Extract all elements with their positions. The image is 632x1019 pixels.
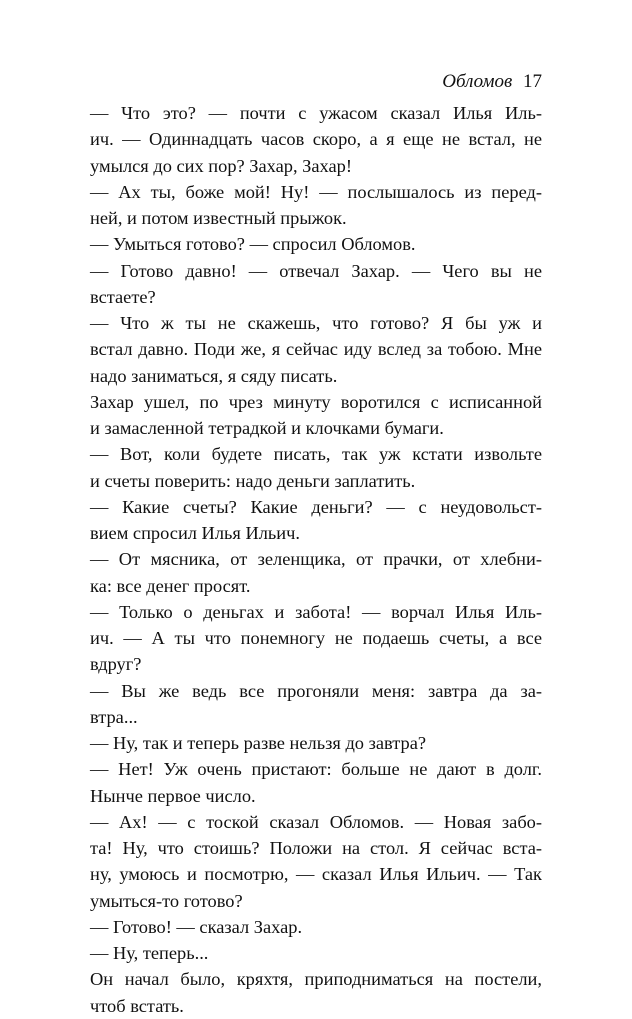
text-line: надо заниматься, я сяду писать. xyxy=(90,365,338,386)
text-line: — Ну, теперь... xyxy=(90,943,209,963)
page-number: 17 xyxy=(523,71,542,92)
text-line: — Нет! Уж очень пристают: больше не дают в долг. xyxy=(90,759,542,780)
text-line: встал давно. Поди же, я сейчас иду вслед за тобою. Мне xyxy=(90,339,542,360)
text-line: Он начал было, кряхтя, приподниматься на постели, xyxy=(90,969,542,990)
text-line: чтоб встать. xyxy=(90,995,184,1016)
text-line: вдруг? xyxy=(90,654,142,675)
text-line: и замасленной тетрадкой и клочками бумаги. xyxy=(90,418,444,438)
text-line: и счеты поверить: надо деньги заплатить. xyxy=(90,470,416,491)
text-line: — Умыться готово? — спросил Обломов. xyxy=(90,234,416,255)
text-line: — Готово давно! — отвечал Захар. — Чего вы не xyxy=(90,260,542,281)
running-head xyxy=(442,70,542,94)
text-line: — Только о деньгах и забота! — ворчал Илья Иль- xyxy=(90,601,542,622)
text-line: ней, и потом известный прыжок. xyxy=(90,208,347,228)
body-text xyxy=(90,100,542,1019)
text-line: — Ну, так и теперь разве нельзя до завтра? xyxy=(90,733,427,753)
text-line: Захар ушел, по чрез минуту воротился с исписанной xyxy=(90,391,542,412)
text-line: Нынче первое число. xyxy=(90,785,256,806)
text-line: встаете? xyxy=(90,286,156,307)
text-line: — Ах ты, боже мой! Ну! — послышалось из перед- xyxy=(90,181,542,202)
text-line: ка: все денег просят. xyxy=(90,575,251,596)
text-line: — Готово! — сказал Захар. xyxy=(90,916,303,937)
text-line: та! Ну, что стоишь? Положи на стол. Я сейчас вста- xyxy=(90,838,542,858)
text-line: — Ах! — с тоской сказал Обломов. — Новая забо- xyxy=(90,811,542,832)
text-line: умылся до сих пор? Захар, Захар! xyxy=(90,155,352,176)
text-line: ну, умоюсь и посмотрю, — сказал Илья Ильич. — Так xyxy=(90,864,542,885)
book-title: Обломов xyxy=(442,71,513,92)
text-line: — Вы же ведь все прогоняли меня: завтра да за- xyxy=(90,680,542,701)
text-line: ич. — А ты что понемногу не подаешь счеты, а все xyxy=(90,628,542,648)
text-line: умыться-то готово? xyxy=(90,890,243,911)
text-line: втра... xyxy=(90,706,138,727)
text-line: — Вот, коли будете писать, так уж кстати извольте xyxy=(90,444,542,465)
text-line: — От мясника, от зеленщика, от прачки, от хлебни- xyxy=(90,549,542,570)
text-line: вием спросил Илья Ильич. xyxy=(90,523,300,543)
text-line: — Что ж ты не скажешь, что готово? Я бы уж и xyxy=(90,313,542,333)
text-line: — Какие счеты? Какие деньги? — с неудовольст- xyxy=(90,496,542,517)
text-line: ич. — Одиннадцать часов скоро, а я еще не встал, не xyxy=(90,129,542,150)
text-line: — Что это? — почти с ужасом сказал Илья Иль- xyxy=(90,103,542,123)
